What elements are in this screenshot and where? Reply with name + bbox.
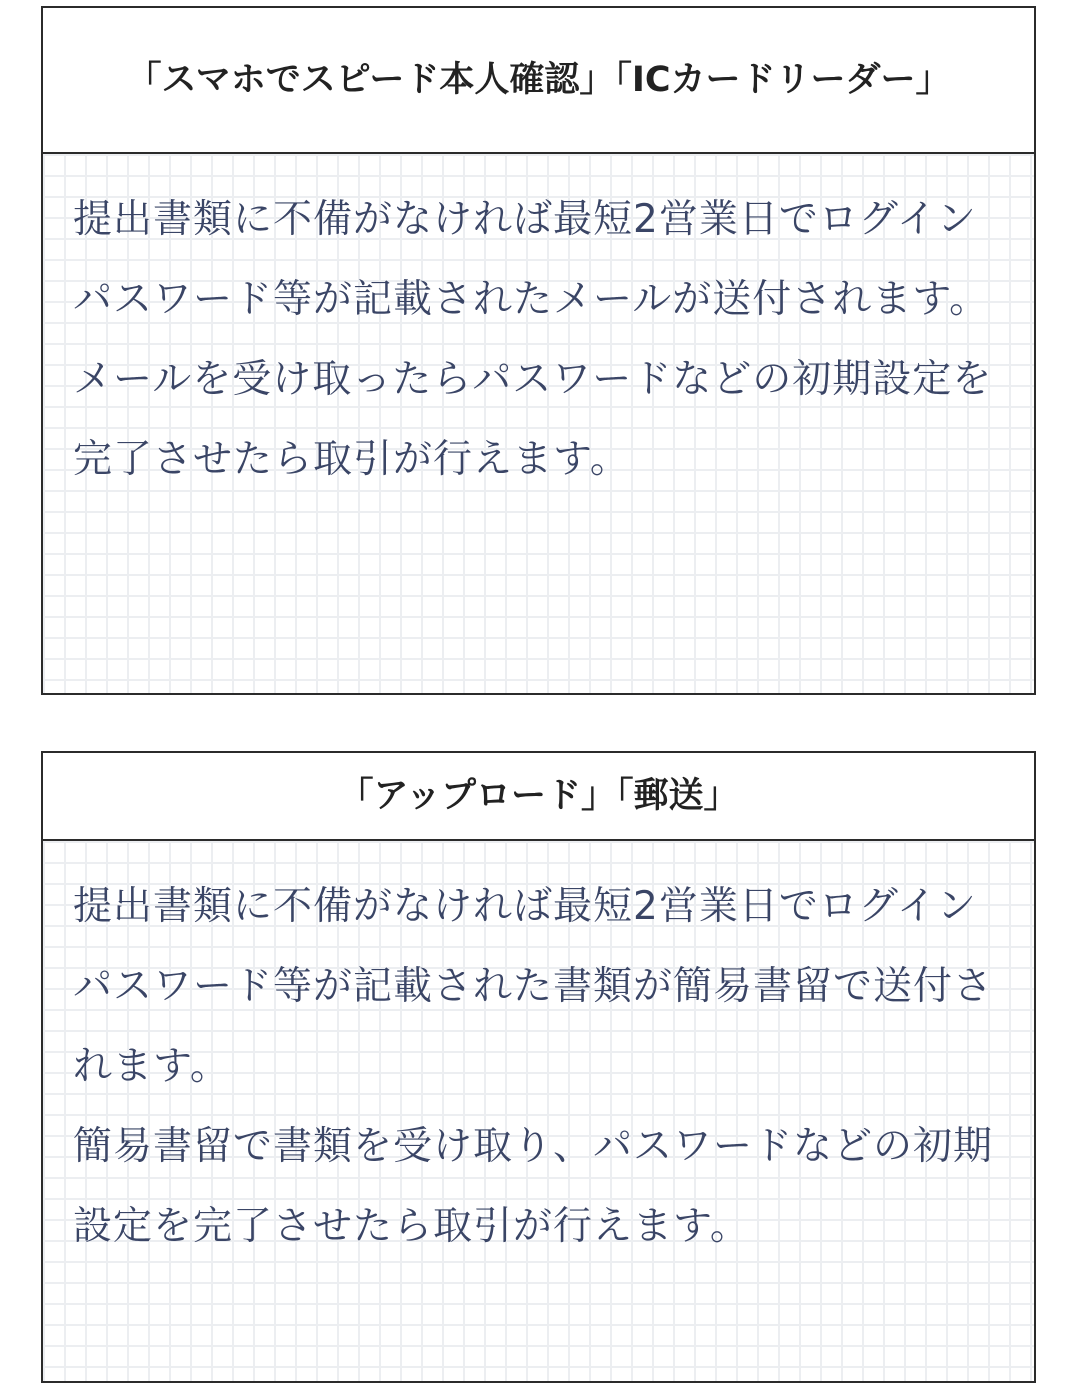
body-paragraph: 提出書類に不備がなければ最短2営業日でログインパスワード等が記載された書類が簡易書留で送付されます。 [73,884,994,1089]
box-body [43,841,1034,1381]
body-paragraph: 提出書類に不備がなければ最短2営業日でログインパスワード等が記載されたメールが送付されます。 [73,197,990,322]
info-box-mail [41,751,1036,1383]
box-heading: 「スマホでスピード本人確認」「ICカードリーダー」 [43,8,1034,154]
box-body [43,154,1034,693]
info-box-online [41,6,1036,695]
body-paragraph: 簡易書留で書類を受け取り、パスワードなどの初期設定を完了させたら取引が行えます。 [73,1124,994,1249]
box-heading: 「アップロード」「郵送」 [43,753,1034,841]
body-paragraph: メールを受け取ったらパスワードなどの初期設定を完了させたら取引が行えます。 [73,357,993,482]
